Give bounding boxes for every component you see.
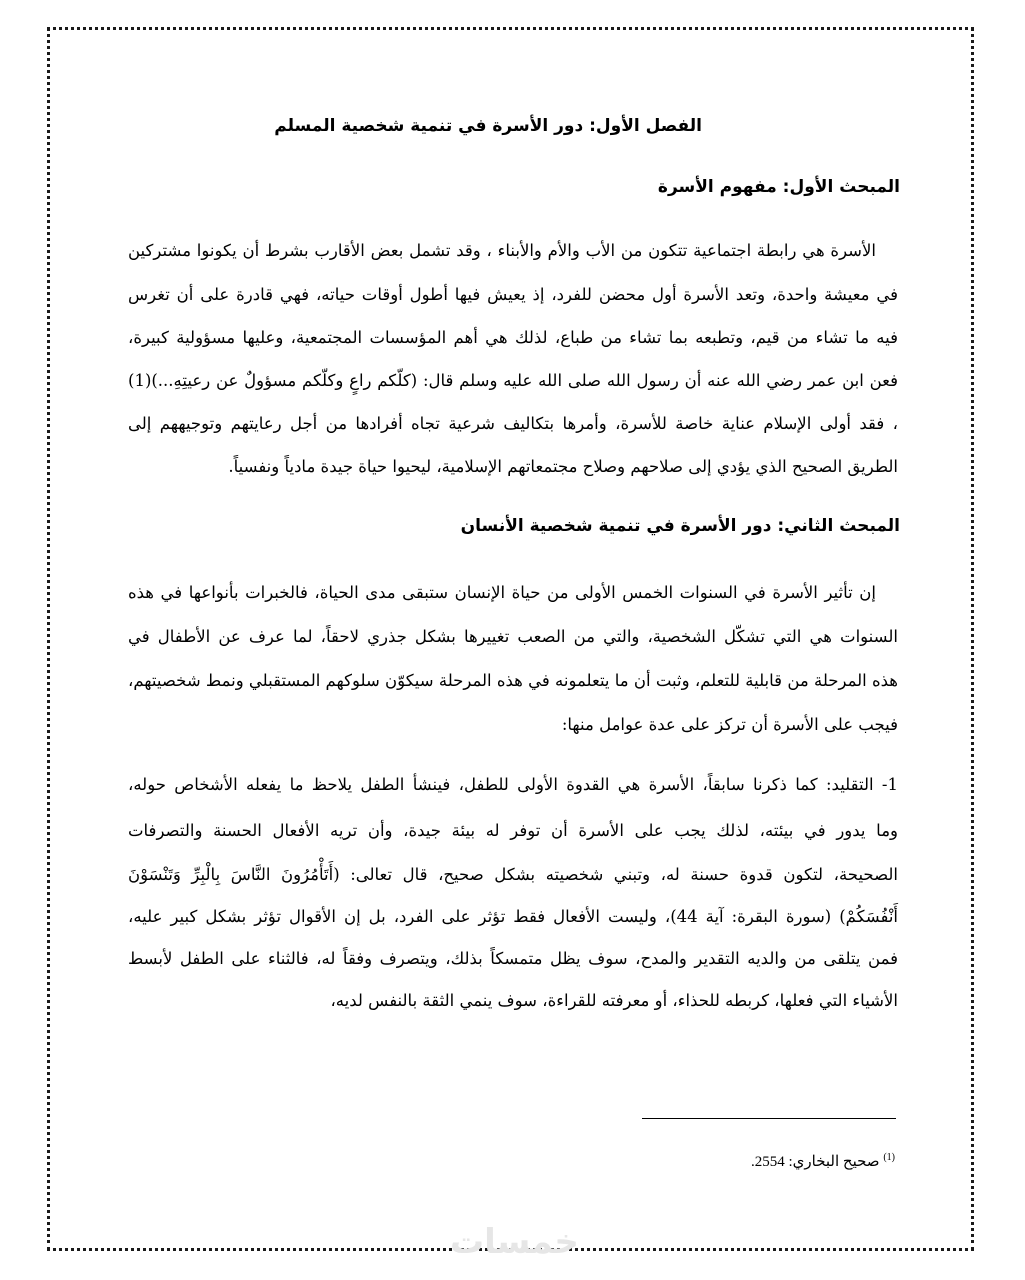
- section-title-2: المبحث الثاني: دور الأسرة في تنمية شخصية الأنسان: [460, 516, 900, 536]
- paragraph-line: في معيشة واحدة، وتعد الأسرة أول محضن للفرد، إذ يعيش فيها أطول أوقات حياته، فهي قادرة على أن تغرس: [128, 285, 898, 304]
- list-item-line: وما يدور في بيئته، لذلك يجب على الأسرة أن توفر له بيئة جيدة، وأن تريه الأفعال الحسنة والتصرفات: [128, 821, 898, 840]
- list-item-line: فمن يتلقى من والديه التقدير والمدح، سوف يظل متمسكاً بذلك، ويتصرف وفقاً له، فالثناء على الطفل لأبسط: [128, 949, 898, 968]
- footnote-separator: [642, 1118, 896, 1119]
- list-item-line: 1- التقليد: كما ذكرنا سابقاً، الأسرة هي القدوة الأولى للطفل، فينشأ الطفل يلاحظ ما يفعله الأشخاص حوله،: [128, 775, 898, 794]
- footnote-marker: (1): [883, 1152, 895, 1163]
- paragraph-line: فعن ابن عمر رضي الله عنه أن رسول الله صلى الله عليه وسلم قال: (كلّكم راعٍ وكلّكم مسؤولٌ عن رعيتِهِ...)(1): [128, 371, 898, 390]
- paragraph-line: الأسرة هي رابطة اجتماعية تتكون من الأب والأم والأبناء ، وقد تشمل بعض الأقارب بشرط أن يكونوا مشتركين: [128, 241, 876, 260]
- list-item-line: الأشياء التي فعلها، كربطه للحذاء، أو معرفته للقراءة، سوف ينمي الثقة بالنفس لديه،: [330, 991, 898, 1010]
- paragraph-line: إن تأثير الأسرة في السنوات الخمس الأولى من حياة الإنسان ستبقى مدى الحياة، فالخبرات بأنواعها في هذه: [128, 583, 876, 602]
- footnote: [751, 1152, 895, 1171]
- paragraph-line: الطريق الصحيح الذي يؤدي إلى صلاحهم وصلاح مجتمعاتهم الإسلامية، ليحيوا حياة جيدة مادياً ونفسياً.: [228, 457, 898, 476]
- section-title-1: المبحث الأول: مفهوم الأسرة: [657, 177, 900, 197]
- paragraph-line: ، فقد أولى الإسلام عناية خاصة للأسرة، وأمرها بتكاليف شرعية تجاه أفرادها من أجل رعايتهم وتوجيههم إلى: [128, 414, 898, 433]
- paragraph-line: هذه المرحلة من قابلية للتعلم، وثبت أن ما يتعلمونه في هذه المرحلة سيكوّن سلوكهم المستقبلي ونمط شخصيتهم،: [128, 671, 898, 690]
- paragraph-line: فيجب على الأسرة أن تركز على عدة عوامل منها:: [561, 715, 898, 734]
- list-item-line: أَنْفُسَكُمْ) (سورة البقرة: آية 44)، وليست الأفعال فقط تؤثر على الفرد، بل إن الأقوال تؤثر بشكل كبير عليه،: [128, 907, 898, 926]
- list-item-line: الصحيحة، لتكون قدوة حسنة له، وتبني شخصيته بشكل صحيح، قال تعالى: (أَتَأْمُرُونَ النَّاسَ بِالْبِرِّ وَتَنْسَوْنَ: [128, 865, 898, 884]
- watermark-logo: خمسات: [450, 1222, 579, 1262]
- paragraph-line: السنوات هي التي تشكّل الشخصية، والتي من الصعب تغييرها بشكل جذري لاحقاً، لما عرف عن الأطفال في: [128, 627, 898, 646]
- paragraph-line: فيه ما تشاء من قيم، وتطبعه بما تشاء من طباع، لذلك هي أهم المؤسسات المجتمعية، وعليها مسؤولية كبيرة،: [128, 328, 898, 347]
- chapter-title: الفصل الأول: دور الأسرة في تنمية شخصية المسلم: [274, 116, 702, 136]
- footnote-text: صحيح البخاري: 2554.: [751, 1154, 880, 1170]
